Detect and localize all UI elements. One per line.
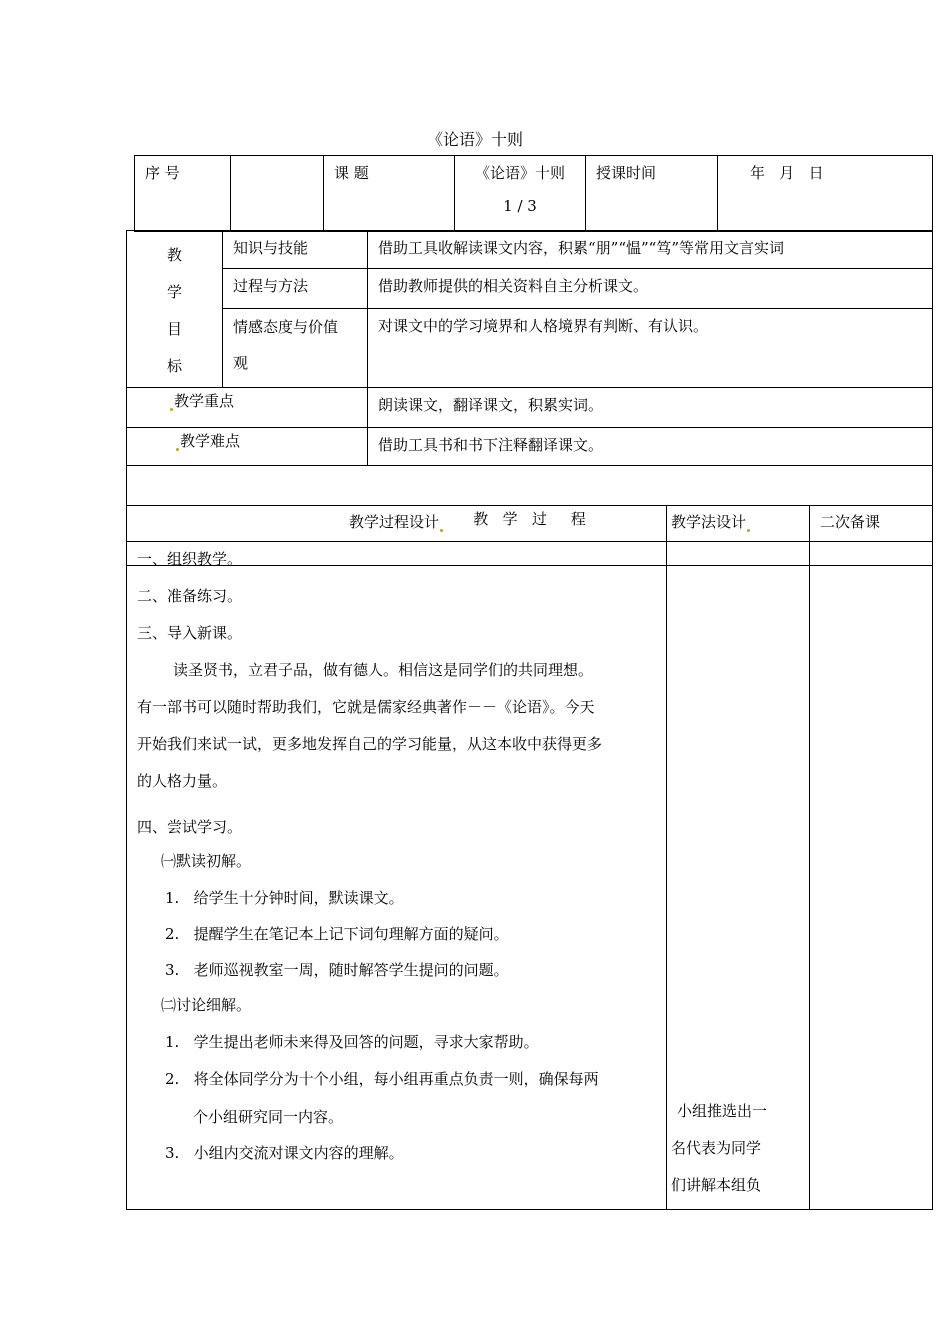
goals-char-4: 标 bbox=[166, 357, 182, 375]
time-label: 授课时间 bbox=[596, 164, 657, 182]
method-line: 小组推选出一 bbox=[677, 1102, 768, 1120]
mark-dot bbox=[440, 529, 443, 532]
goal-name-cell bbox=[223, 231, 368, 269]
keypoint-content: 朗读课文，翻译课文，积累实词。 bbox=[378, 396, 604, 414]
goal-name-emotion-line1: 情感态度与价值 bbox=[233, 318, 339, 336]
seq-value bbox=[231, 156, 323, 168]
mark-dot bbox=[170, 408, 173, 411]
process-col-design bbox=[127, 506, 667, 542]
process-line: 3. 老师巡视教室一周，随时解答学生提问的问题。 bbox=[165, 961, 509, 979]
goal-content-process: 借助教师提供的相关资料自主分析课文。 bbox=[378, 277, 649, 295]
process-line: 三、导入新课。 bbox=[137, 624, 243, 642]
process-line: 1. 学生提出老师未来得及回答的问题，寻求大家帮助。 bbox=[165, 1033, 539, 1051]
goal-content-cell bbox=[368, 231, 933, 269]
second-prep-body-cell bbox=[810, 542, 933, 1210]
goal-name-knowledge: 知识与技能 bbox=[233, 239, 309, 257]
process-line: ㈡讨论细解。 bbox=[161, 996, 252, 1014]
process-table bbox=[126, 505, 933, 1210]
goal-content-knowledge: 借助工具收解读课文内容，积累“朋”“愠”“笃”等常用文言实词 bbox=[378, 239, 785, 257]
process-line: 四、尝试学习。 bbox=[137, 818, 243, 836]
topic-page: 1 / 3 bbox=[503, 197, 537, 215]
goals-char-2: 学 bbox=[166, 283, 182, 301]
goals-char-3: 目 bbox=[166, 320, 182, 338]
method-line: 们讲解本组负 bbox=[671, 1176, 762, 1194]
process-line: 的人格力量。 bbox=[137, 772, 228, 790]
header-topic-value-cell bbox=[455, 156, 586, 232]
process-line: 开始我们来试一试，更多地发挥自己的学习能量，从这本收中获得更多 bbox=[137, 735, 603, 753]
goal-content-cell bbox=[368, 309, 933, 388]
process-line: 个小组研究同一内容。 bbox=[193, 1108, 344, 1126]
col-second-label: 二次备课 bbox=[820, 513, 881, 531]
time-value: 年 月 日 bbox=[750, 164, 824, 182]
goal-name-cell bbox=[223, 309, 368, 388]
goal-content-emotion: 对课文中的学习境界和人格境界有判断、有认识。 bbox=[378, 317, 709, 335]
header-seq-label-cell bbox=[135, 156, 231, 232]
process-line: 1. 给学生十分钟时间，默读课文。 bbox=[165, 889, 404, 907]
seq-label: 序 号 bbox=[145, 164, 180, 182]
method-body-cell bbox=[667, 542, 810, 1210]
process-line: 3. 小组内交流对课文内容的理解。 bbox=[165, 1144, 404, 1162]
process-title: 教 学 过 程 bbox=[473, 510, 586, 528]
header-time-value-cell bbox=[718, 156, 933, 232]
header-topic-label-cell bbox=[324, 156, 455, 232]
goals-char-1: 教 bbox=[166, 246, 182, 264]
process-col-method bbox=[667, 506, 810, 542]
process-line: 有一部书可以随时帮助我们，它就是儒家经典著作－－《论语》。今天 bbox=[137, 698, 595, 716]
document-title: 《论语》十则 bbox=[426, 130, 523, 149]
goal-name-process: 过程与方法 bbox=[233, 277, 309, 295]
goal-content-cell bbox=[368, 269, 933, 309]
header-time-label-cell bbox=[586, 156, 718, 232]
header-seq-value-cell bbox=[231, 156, 324, 232]
difficulty-label-cell bbox=[127, 428, 368, 466]
mark-dot bbox=[176, 448, 179, 451]
goals-label-cell bbox=[127, 231, 223, 388]
keypoint-label-cell bbox=[127, 388, 368, 428]
process-line: 2. 提醒学生在笔记本上记下词句理解方面的疑问。 bbox=[165, 925, 509, 943]
keypoint-content-cell bbox=[368, 388, 933, 428]
col-design-label: 教学过程设计 bbox=[348, 513, 439, 531]
difficulty-content-cell bbox=[368, 428, 933, 466]
difficulty-label: 教学难点 bbox=[180, 432, 241, 450]
process-line: 二、准备练习。 bbox=[137, 587, 243, 605]
mark-dot bbox=[747, 529, 750, 532]
col-method-label: 教学法设计 bbox=[671, 513, 747, 531]
process-col-second bbox=[810, 506, 933, 542]
process-body-cell bbox=[127, 542, 667, 1210]
process-line: 2. 将全体同学分为十个小组，每小组再重点负责一则，确保每两 bbox=[165, 1070, 599, 1088]
process-line: 读圣贤书，立君子品，做有德人。相信这是同学们的共同理想。 bbox=[173, 661, 594, 679]
goal-name-emotion-line2: 观 bbox=[233, 354, 249, 372]
method-line: 名代表为同学 bbox=[671, 1139, 762, 1157]
process-line: ㈠默读初解。 bbox=[161, 852, 252, 870]
goal-name-cell bbox=[223, 269, 368, 309]
difficulty-content: 借助工具书和书下注释翻译课文。 bbox=[378, 436, 604, 454]
keypoint-label: 教学重点 bbox=[174, 392, 235, 410]
process-line: 一、组织教学。 bbox=[137, 550, 243, 568]
topic-value: 《论语》十则 bbox=[474, 164, 565, 182]
topic-label: 课 题 bbox=[334, 164, 369, 182]
header-table bbox=[134, 155, 933, 232]
